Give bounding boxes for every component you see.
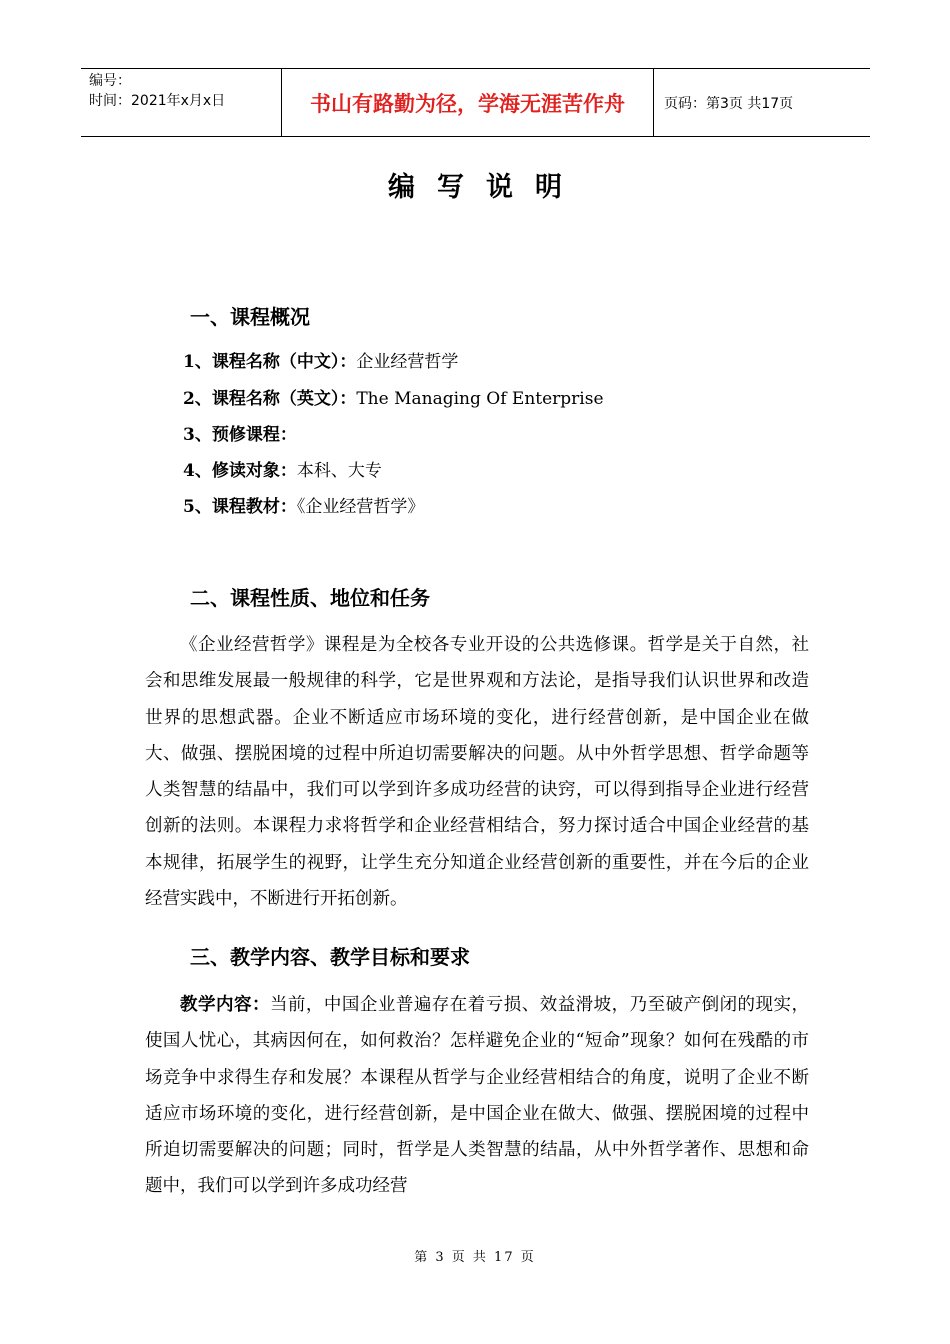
section3-heading: 三、教学内容、教学目标和要求 (190, 945, 470, 969)
number-label: 编号： (89, 73, 131, 89)
item-value: 《企业经营哲学》 (296, 497, 425, 517)
item-label: 2、课程名称（英文）： (183, 389, 357, 409)
document-title: 编写说明 (388, 172, 584, 203)
course-item (183, 495, 424, 519)
page-header (81, 68, 870, 137)
course-item (183, 387, 604, 411)
content-text: 当前，中国企业普遍存在着亏损、效益滑坡，乃至破产倒闭的现实，使国人忧心，其病因何在，如何救治？怎样避免企业的“短命”现象？如何在残酷的市场竞争中求得生存和发展？本课程从哲学与企业经营相结合的角度，说明了企业不断适应市场环境的变化，进行经营创新，是中国企业在做大、做强、摆脱困境的过程中所迫切需要解决的问题；同时，哲学是人类智慧的结晶，从中外哲学著作、思想和命题中，我们可以学到许多成功经营 (145, 995, 810, 1197)
header-slogan: 书山有路勤为径，学海无涯苦作舟 (281, 69, 654, 136)
section2-paragraph: 《企业经营哲学》课程是为全校各专业开设的公共选修课。哲学是关于自然，社会和思维发展最一般规律的科学，它是世界观和方法论，是指导我们认识世界和改造世界的思想武器。企业不断适应市场环境的变化，进行经营创新，是中国企业在做大、做强、摆脱困境的过程中所迫切需要解决的问题。从中外哲学思想、哲学命题等人类智慧的结晶中，我们可以学到许多成功经营的诀窍，可以得到指导企业进行经营创新的法则。本课程力求将哲学和企业经营相结合，努力探讨适合中国企业经营的基本规律，拓展学生的视野，让学生充分知道企业经营创新的重要性，并在今后的企业经营实践中，不断进行开拓创新。 (145, 635, 809, 910)
header-page-label: 页码：第3页 共17页 (664, 95, 794, 112)
content-label: 教学内容： (180, 995, 270, 1015)
item-label: 5、课程教材： (183, 497, 297, 517)
item-label: 1、课程名称（中文）： (183, 352, 357, 372)
date-label: 时间：2021年x月x日 (89, 93, 226, 109)
section1-heading: 一、课程概况 (190, 305, 310, 329)
page-footer: 第 3 页 共 17 页 (414, 1250, 536, 1265)
course-item (183, 350, 458, 374)
course-item (183, 459, 382, 483)
section3-paragraph (145, 987, 809, 1205)
item-label: 4、修读对象： (183, 461, 297, 481)
item-value: The Managing Of Enterprise (356, 389, 604, 409)
item-value: 本科、大专 (296, 461, 382, 481)
item-value: 企业经营哲学 (356, 352, 459, 372)
header-meta (81, 69, 281, 136)
section2-heading: 二、课程性质、地位和任务 (190, 586, 430, 610)
course-item (183, 423, 297, 447)
item-label: 3、预修课程： (183, 425, 297, 445)
